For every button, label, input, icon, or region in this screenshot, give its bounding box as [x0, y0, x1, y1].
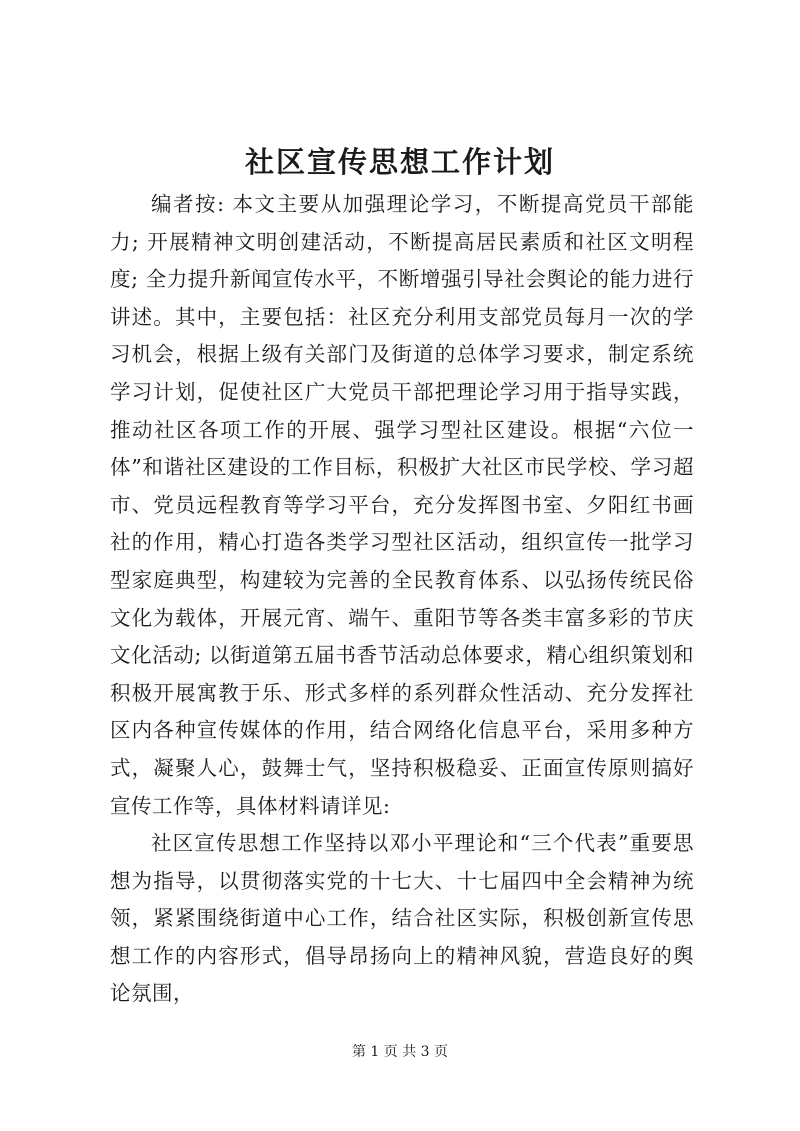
paragraph-editor-note: 编者按: 本文主要从加强理论学习，不断提高党员干部能力; 开展精神文明创建活动，不断提高居民素质和社区文明程度; 全力提升新闻宣传水平，不断增强引导社会舆论的能力进行讲述。其中，主要包括：社区充分利用支部党员每月一次的学习机会，根据上级有关部门及街道的总体学习要求，制定系统学习计划，促使社区广大党员干部把理论学习用于指导实践，推动社区各项工作的开展、强学习型社区建设。根据“六位一体”和谐社区建设的工作目标，积极扩大社区市民学校、学习超市、党员远程教育等学习平台，充分发挥图书室、夕阳红书画社的作用，精心打造各类学习型社区活动，组织宣传一批学习型家庭典型，构建较为完善的全民教育体系、以弘扬传统民俗文化为载体，开展元宵、端午、重阳节等各类丰富多彩的节庆文化活动; 以街道第五届书香节活动总体要求，精心组织策划和积极开展寓教于乐、形式多样的系列群众性活动、充分发挥社区内各种宣传媒体的作用，结合网络化信息平台，采用多种方式，凝聚人心，鼓舞士气，坚持积极稳妥、正面宣传原则搞好宣传工作等，具体材料请详见:	[110, 192, 694, 818]
document-body	[110, 186, 694, 1013]
paragraph-main: 社区宣传思想工作坚持以邓小平理论和“三个代表”重要思想为指导，以贯彻落实党的十七大、十七届四中全会精神为统领，紧紧围绕街道中心工作，结合社区实际，积极创新宣传思想工作的内容形式，倡导昂扬向上的精神风貌，营造良好的舆论氛围，	[110, 831, 694, 1006]
page-title: 社区宣传思想工作计划	[244, 145, 555, 179]
page-footer: 第 1 页 共 3 页	[351, 1044, 449, 1060]
